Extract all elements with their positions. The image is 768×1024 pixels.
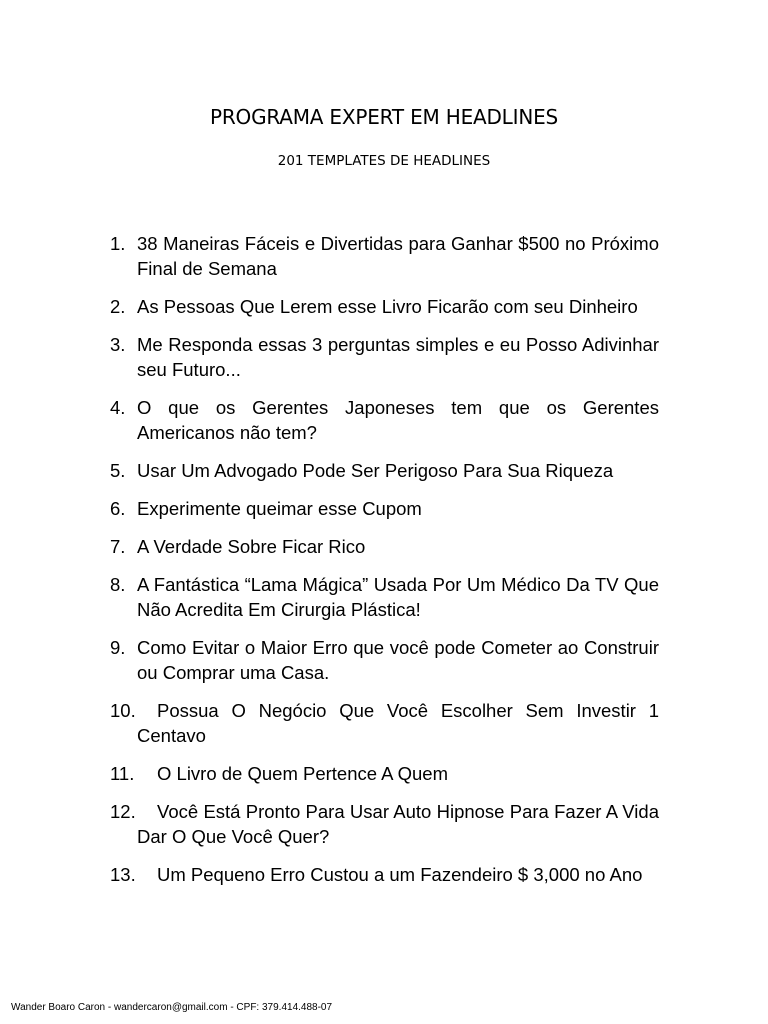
list-item <box>110 294 659 319</box>
list-item-number: 12. <box>110 801 136 822</box>
list-item <box>110 458 659 483</box>
list-item-text: 38 Maneiras Fáceis e Divertidas para Ganhar $500 no Próximo Final de Semana <box>137 233 659 279</box>
list-item-text: O Livro de Quem Pertence A Quem <box>157 763 449 784</box>
list-item-text: Possua O Negócio Que Você Escolher Sem Investir 1 Centavo <box>137 700 659 746</box>
list-item-text: A Fantástica “Lama Mágica” Usada Por Um Médico Da TV Que Não Acredita Em Cirurgia Plástica! <box>137 574 659 620</box>
list-item-text: As Pessoas Que Lerem esse Livro Ficarão com seu Dinheiro <box>137 296 638 317</box>
list-item-text: Um Pequeno Erro Custou a um Fazendeiro $ 3,000 no Ano <box>157 864 643 885</box>
list-item-text: Experimente queimar esse Cupom <box>137 498 422 519</box>
list-item <box>110 231 659 281</box>
list-item-number: 3. <box>110 334 126 355</box>
list-item <box>110 332 659 382</box>
list-item <box>110 572 659 622</box>
list-item-number: 10. <box>110 700 136 721</box>
list-item-number: 7. <box>110 536 126 557</box>
list-item-text: Usar Um Advogado Pode Ser Perigoso Para Sua Riqueza <box>137 460 614 481</box>
list-item <box>110 761 659 786</box>
list-item <box>110 635 659 685</box>
list-item-text: Você Está Pronto Para Usar Auto Hipnose Para Fazer A Vida Dar O Que Você Quer? <box>137 801 659 847</box>
list-item <box>110 799 659 849</box>
list-item-number: 2. <box>110 296 126 317</box>
list-item-number: 5. <box>110 460 126 481</box>
list-item <box>110 496 659 521</box>
list-item-number: 1. <box>110 233 126 254</box>
list-item <box>110 698 659 748</box>
list-item-text: O que os Gerentes Japoneses tem que os Gerentes Americanos não tem? <box>137 397 659 443</box>
page-footer: Wander Boaro Caron - wandercaron@gmail.com - CPF: 379.414.488-07 <box>11 1002 333 1013</box>
page-title: PROGRAMA EXPERT EM HEADLINES <box>209 105 559 129</box>
list-item-number: 9. <box>110 637 126 658</box>
headline-list <box>110 231 659 900</box>
list-item-text: A Verdade Sobre Ficar Rico <box>137 536 366 557</box>
list-item <box>110 395 659 445</box>
page-subtitle: 201 TEMPLATES DE HEADLINES <box>277 153 491 169</box>
list-item-number: 6. <box>110 498 126 519</box>
list-item <box>110 862 659 887</box>
list-item-text: Me Responda essas 3 perguntas simples e eu Posso Adivinhar seu Futuro... <box>137 334 659 380</box>
list-item-number: 4. <box>110 397 126 418</box>
list-item-number: 11. <box>110 763 135 784</box>
list-item-number: 13. <box>110 864 136 885</box>
list-item-text: Como Evitar o Maior Erro que você pode Cometer ao Construir ou Comprar uma Casa. <box>137 637 659 683</box>
list-item <box>110 534 659 559</box>
list-item-number: 8. <box>110 574 126 595</box>
